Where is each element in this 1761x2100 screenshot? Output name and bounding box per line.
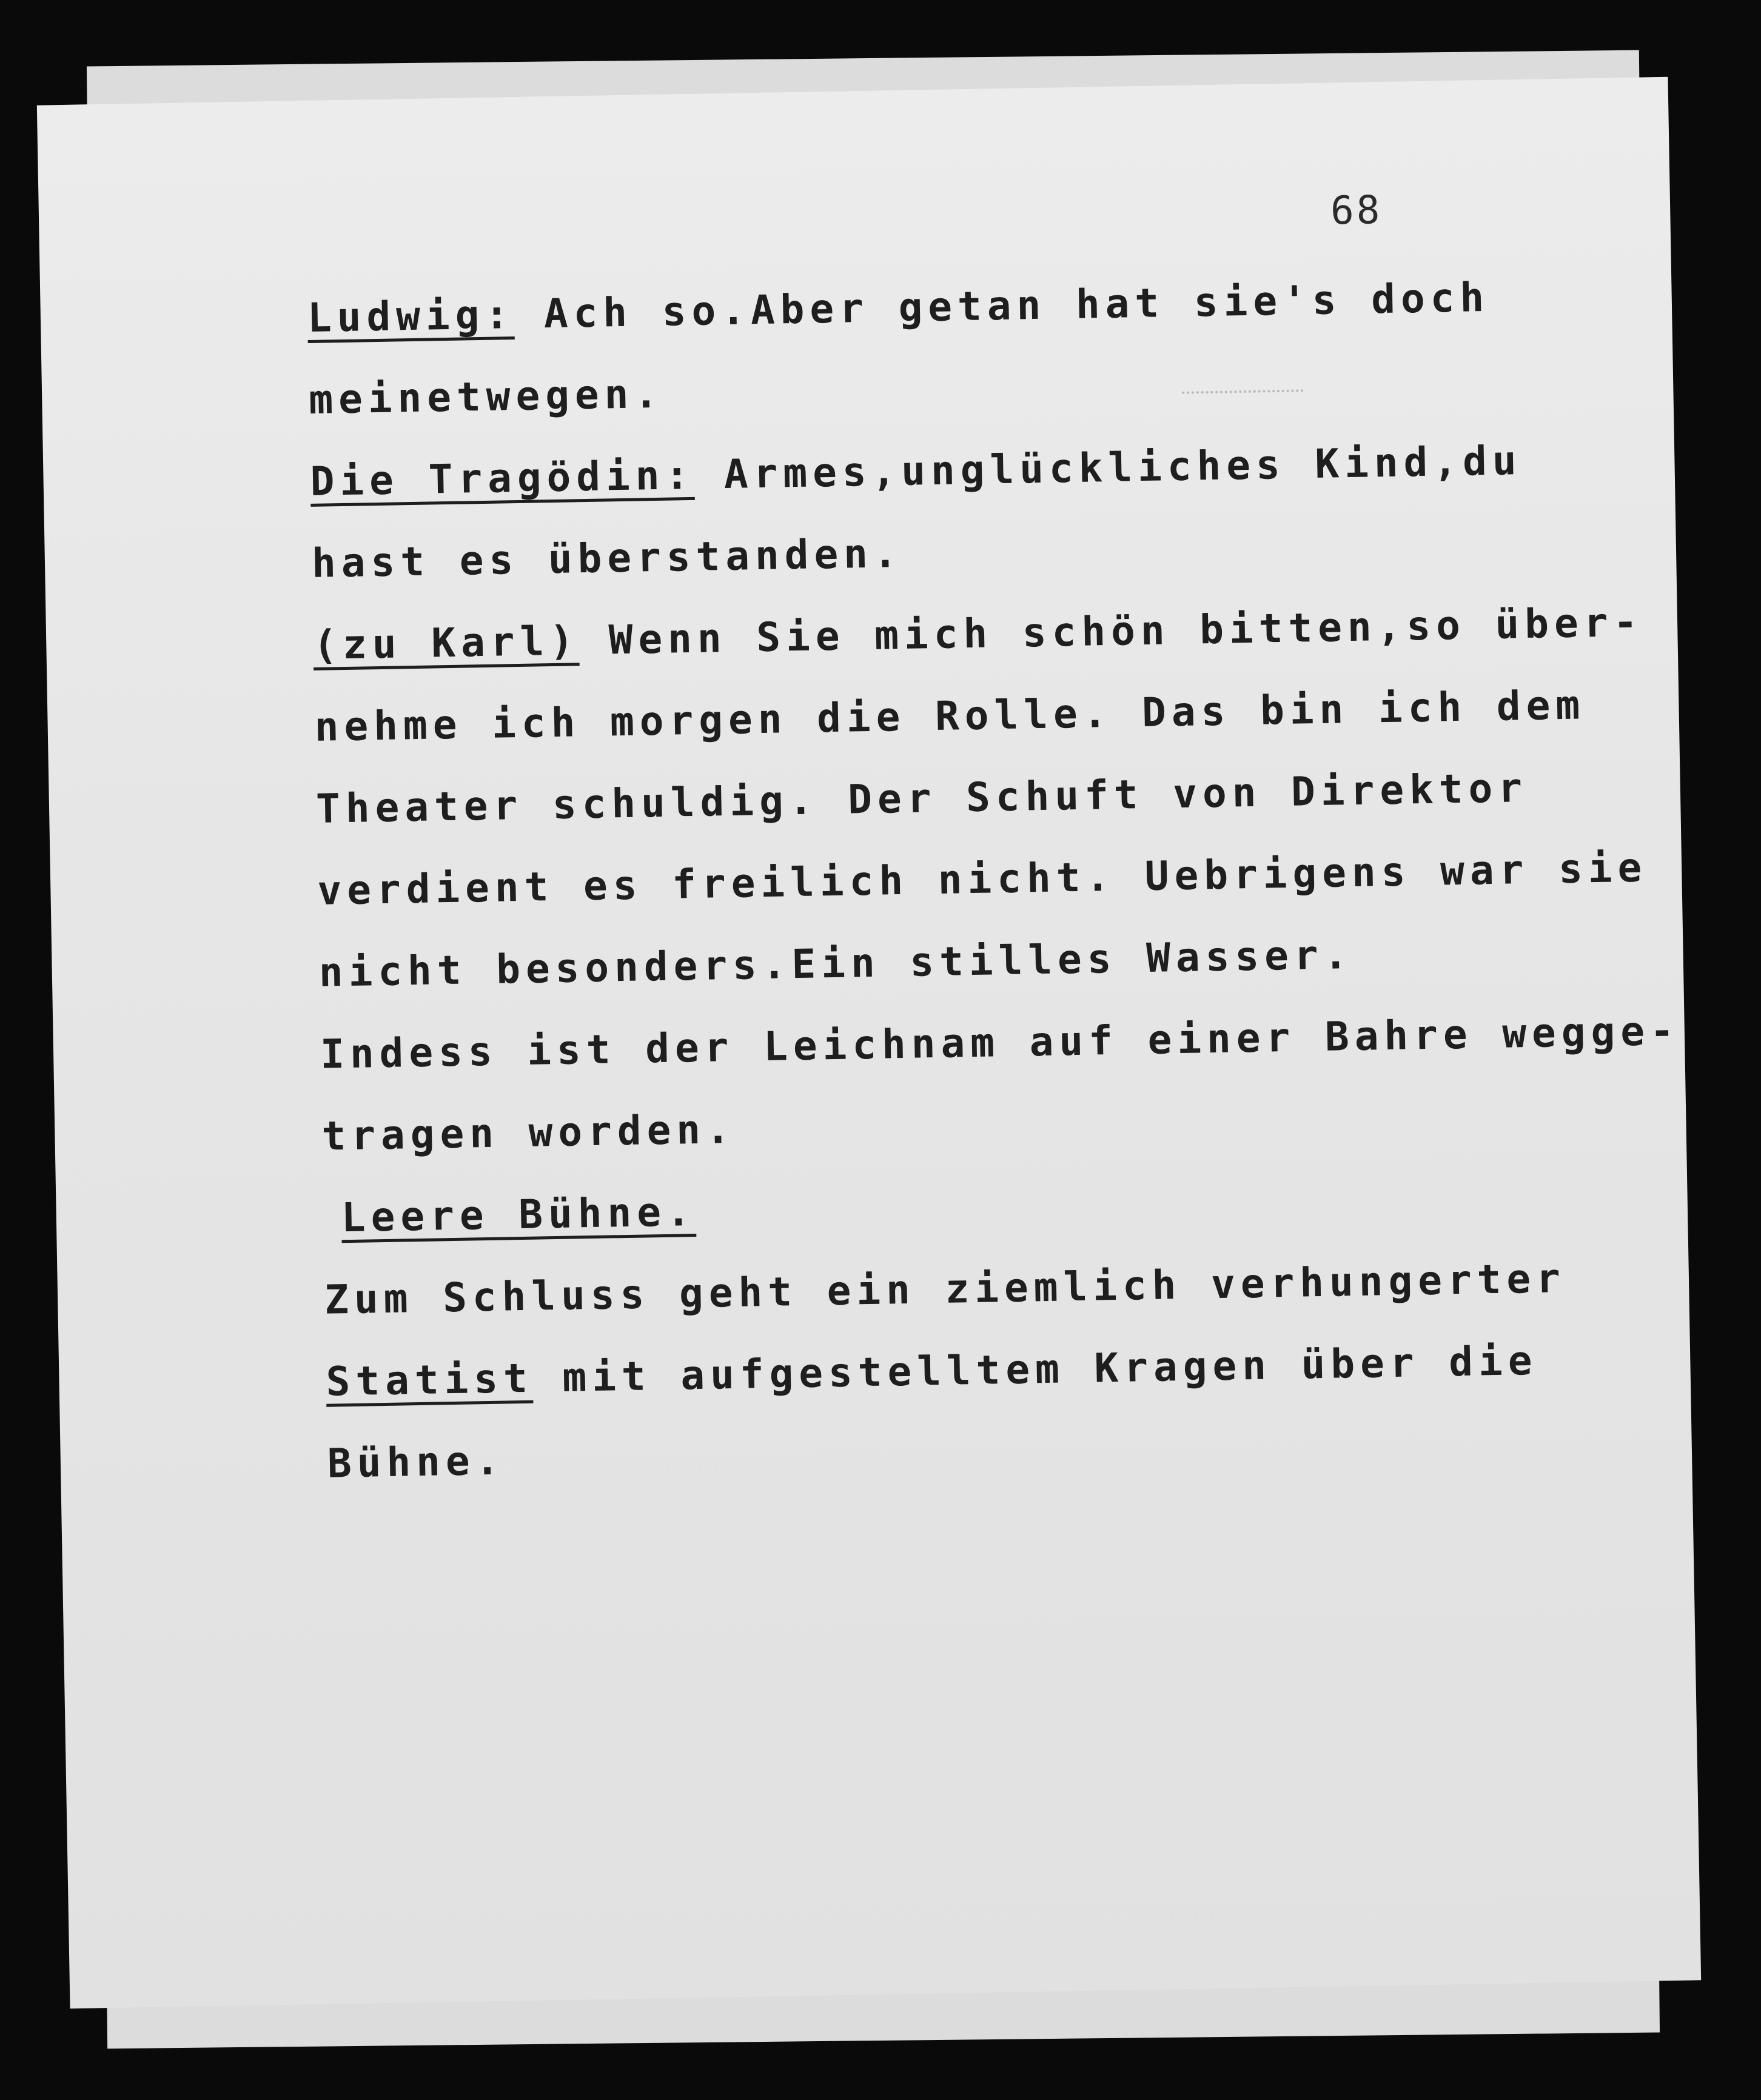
script-line bbox=[314, 681, 1586, 751]
script-line bbox=[311, 530, 903, 587]
script-line bbox=[309, 370, 664, 423]
line-text: Wenn Sie mich schön bitten,so über- bbox=[579, 598, 1643, 664]
line-text: Zum Schluss geht ein ziemlich verhungerter bbox=[324, 1255, 1566, 1323]
script-line bbox=[307, 274, 1489, 341]
line-text: verdient es freilich nicht. Uebrigens war sie bbox=[317, 844, 1648, 914]
line-text: nehme ich morgen die Rolle. Das bin ich dem bbox=[314, 681, 1586, 751]
line-text: nicht besonders.Ein stilles Wasser. bbox=[318, 931, 1354, 996]
faint-pencil-mark bbox=[1182, 389, 1303, 402]
speaker-label: Statist bbox=[325, 1354, 534, 1405]
script-line bbox=[326, 1337, 1538, 1405]
speaker-label: (zu Karl) bbox=[312, 617, 580, 669]
speaker-label: Leere Bühne. bbox=[341, 1188, 697, 1242]
page-number: 68 bbox=[1330, 188, 1383, 234]
line-text: hast es überstanden. bbox=[311, 529, 904, 587]
line-text: Armes,unglückliches Kind,du bbox=[694, 437, 1523, 498]
script-line bbox=[315, 764, 1528, 832]
script-line bbox=[310, 437, 1522, 505]
line-text: Theater schuldig. Der Schuft von Direktor bbox=[315, 764, 1528, 832]
speaker-label: Die Tragödin: bbox=[310, 451, 695, 505]
script-line bbox=[313, 599, 1643, 669]
speaker-label: Ludwig: bbox=[307, 291, 515, 341]
script-line bbox=[317, 844, 1648, 914]
line-text: mit aufgestelltem Kragen über die bbox=[532, 1337, 1538, 1402]
script-line bbox=[327, 1437, 505, 1487]
line-text: Indess ist der Leichnam auf einer Bahre wegge- bbox=[320, 1007, 1680, 1078]
line-text: tragen worden. bbox=[321, 1105, 736, 1160]
script-line bbox=[321, 1106, 736, 1160]
script-line bbox=[324, 1255, 1566, 1323]
script-line bbox=[320, 1008, 1680, 1078]
script-line bbox=[318, 931, 1353, 996]
script-line bbox=[341, 1188, 696, 1241]
line-text: Bühne. bbox=[327, 1437, 506, 1487]
line-text: meinetwegen. bbox=[308, 370, 664, 423]
line-text: Ach so.Aber getan hat sie's doch bbox=[514, 273, 1490, 338]
typed-page bbox=[37, 77, 1701, 2008]
